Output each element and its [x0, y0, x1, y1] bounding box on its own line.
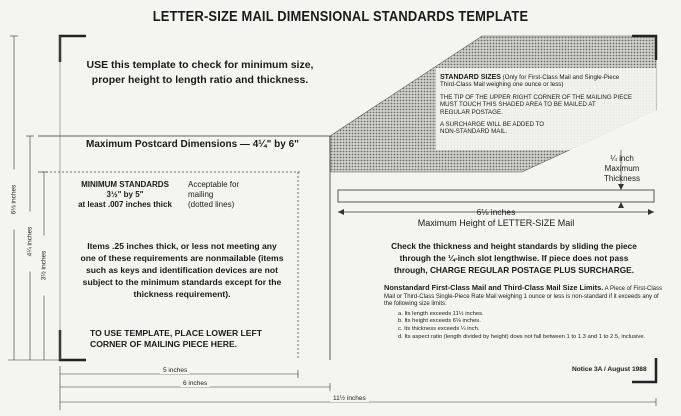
ruler-11-inches: 11½ inches: [330, 395, 369, 402]
list-item: a. Its length exceeds 11½ inches.: [398, 310, 484, 317]
intro-text: [70, 58, 330, 88]
max-height-value: 6⅛ inches: [476, 207, 516, 217]
instruction-line-2: CORNER OF MAILING PIECE HERE.: [90, 339, 238, 349]
max-height-label: [338, 206, 654, 228]
tip-line-1: THE TIP OF THE UPPER RIGHT CORNER OF THE MAILING PIECE: [440, 93, 632, 101]
nonmailable-line-4: subject to the minimum standards except for the: [82, 277, 282, 287]
nonmailable-line-2: one of these requirements are nonmailable (items: [80, 253, 284, 263]
nonmailable-text: [66, 240, 298, 300]
nonstandard-intro: A Piece of First-Class Mail or Third-Class Single-Piece Rate Mail weighing 1 ounce or less is non-standard if it exceeds any of the following size limits:: [384, 286, 663, 308]
check-text: [368, 240, 660, 276]
thickness-label-2: Thickness: [603, 174, 640, 183]
standard-sizes-note: [440, 74, 654, 136]
corner-bracket-bottom-left: [60, 330, 86, 360]
min-standards-thickness: at least .007 inches thick: [78, 200, 172, 209]
acceptable-note: [188, 180, 268, 210]
nonmailable-line-3: such as keys and identification devices are not: [86, 265, 278, 275]
standard-sizes-line-2: Third-Class Mail weighing one ounce or less): [440, 81, 564, 89]
thickness-value: ¼ inch: [610, 154, 634, 163]
nonmailable-line-1: Items .25 inches thick, or less not meeting any: [87, 241, 277, 251]
acceptable-line-2: mailing: [188, 190, 214, 199]
ruler-5-inches: 5 inches: [160, 367, 190, 374]
standard-sizes-heading-note: (Only for First-Class Mail and Single-Piece: [502, 74, 620, 81]
tip-line-3: REGULAR POSTAGE.: [440, 108, 503, 116]
thickness-label: [594, 154, 650, 184]
max-postcard-label: Maximum Postcard Dimensions — 4¼" by 6": [86, 139, 299, 150]
list-item: b. Its height exceeds 6⅛ inches.: [398, 318, 481, 325]
max-height-caption: Maximum Height of LETTER-SIZE Mail: [417, 218, 575, 228]
thickness-label-1: Maximum: [604, 164, 640, 173]
instruction-line-1: TO USE TEMPLATE, PLACE LOWER LEFT: [90, 328, 263, 338]
ruler-6-inches: 6 inches: [180, 380, 210, 387]
nonstandard-heading: Nonstandard First-Class Mail and Third-Class Mail Size Limits.: [384, 283, 604, 292]
nonmailable-line-5: thickness requirement).: [133, 289, 231, 299]
min-standards-size: 3½" by 5": [106, 190, 144, 199]
standard-sizes-heading: STANDARD SIZES: [440, 74, 501, 81]
acceptable-line-1: Acceptable for: [188, 180, 240, 189]
ruler-v-4-inches: 4¼ inches: [27, 212, 34, 272]
list-item: d. Its aspect ratio (length divided by height) does not fall between 1 to 1.3 and 1 to 2.5, inclusive.: [398, 333, 646, 340]
usage-instruction: [90, 328, 262, 350]
nonstandard-list: [384, 311, 662, 341]
acceptable-line-3: (dotted lines): [188, 200, 235, 209]
nonstandard-section: [384, 284, 662, 341]
ruler-v-3-inches: 3½ inches: [41, 236, 48, 296]
intro-line-1: USE this template to check for minimum size,: [86, 59, 314, 71]
thickness-slot: [338, 190, 654, 202]
check-line-3: through, CHARGE REGULAR POSTAGE PLUS SURCHARGE.: [394, 265, 634, 275]
check-line-2: through the ¼-inch slot lengthwise. If piece does not pass: [399, 253, 629, 263]
intro-line-2: proper height to length ratio and thickness.: [91, 74, 309, 86]
list-item: c. Its thickness exceeds ¼ inch.: [398, 325, 480, 332]
tip-line-2: MUST TOUCH THIS SHADED AREA TO BE MAILED AT: [440, 101, 596, 109]
notice-label: Notice 3A / August 1988: [572, 366, 647, 373]
min-standards-heading: MINIMUM STANDARDS: [81, 180, 169, 189]
surcharge-line-2: NON-STANDARD MAIL.: [440, 128, 508, 136]
check-line-1: Check the thickness and height standards by sliding the piece: [391, 241, 637, 251]
page-title: LETTER-SIZE MAIL DIMENSIONAL STANDARDS TEMPLATE: [152, 8, 529, 25]
ruler-v-6-inches: 6⅛ inches: [11, 170, 18, 230]
surcharge-line-1: A SURCHARGE WILL BE ADDED TO: [440, 121, 545, 129]
min-standards: [70, 180, 180, 210]
